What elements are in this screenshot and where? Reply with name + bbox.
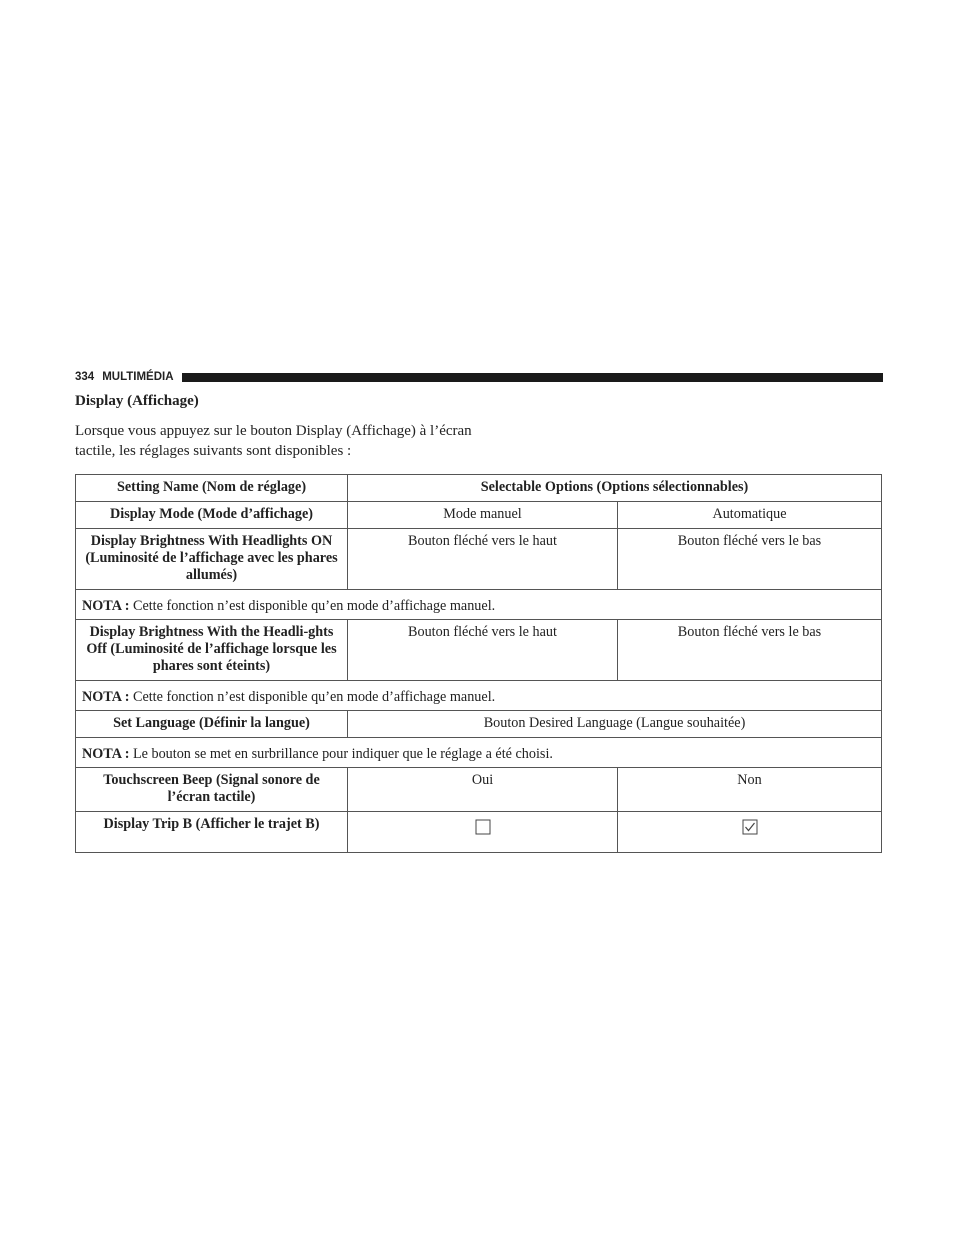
table-row (76, 502, 882, 529)
empty-checkbox-icon (475, 819, 491, 840)
option-cell: Bouton fléché vers le bas (618, 620, 882, 681)
note-cell (76, 590, 882, 620)
note-row (76, 738, 882, 768)
option-cell: Non (618, 768, 882, 812)
section-title: Display (Affichage) (75, 393, 199, 409)
table-row (76, 620, 882, 681)
option-cell: Mode manuel (348, 502, 618, 529)
note-row (76, 681, 882, 711)
table-row (76, 768, 882, 812)
note-label: NOTA : (82, 598, 130, 614)
option-cell: Oui (348, 768, 618, 812)
setting-name: Display Brightness With Headlights ON (Luminosité de l’affichage avec les phares allumés) (76, 529, 348, 590)
option-cell: Bouton fléché vers le haut (348, 620, 618, 681)
option-cell: Automatique (618, 502, 882, 529)
option-cell: Bouton Desired Language (Langue souhaitée) (348, 711, 882, 738)
chapter-title: MULTIMÉDIA (102, 371, 174, 383)
table-row (76, 711, 882, 738)
intro-paragraph: Lorsque vous appuyez sur le bouton Display (Affichage) à l’écran tactile, les réglages suivants sont disponibles : (75, 423, 472, 459)
header-selectable-options: Selectable Options (Options sélectionnables) (348, 475, 882, 502)
note-row (76, 590, 882, 620)
option-cell (348, 812, 618, 853)
header-rule (182, 373, 883, 382)
table-header-row (76, 475, 882, 502)
page-number: 334 (75, 371, 95, 383)
note-text: Cette fonction n’est disponible qu’en mode d’affichage manuel. (132, 598, 496, 614)
setting-name: Display Mode (Mode d’affichage) (76, 502, 348, 529)
note-cell (76, 681, 882, 711)
setting-name: Set Language (Définir la langue) (76, 711, 348, 738)
note-label: NOTA : (82, 689, 130, 705)
table-row (76, 529, 882, 590)
note-label: NOTA : (82, 746, 130, 762)
option-cell: Bouton fléché vers le bas (618, 529, 882, 590)
setting-name: Touchscreen Beep (Signal sonore de l’écran tactile) (76, 768, 348, 812)
note-text: Le bouton se met en surbrillance pour indiquer que le réglage a été choisi. (132, 746, 553, 762)
option-cell: Bouton fléché vers le haut (348, 529, 618, 590)
settings-table (75, 474, 882, 853)
note-text: Cette fonction n’est disponible qu’en mode d’affichage manuel. (132, 689, 496, 705)
note-cell (76, 738, 882, 768)
checked-checkbox-icon (742, 819, 758, 840)
option-cell (618, 812, 882, 853)
setting-name: Display Brightness With the Headli-ghts Off (Luminosité de l’affichage lorsque les phares sont éteints) (76, 620, 348, 681)
setting-name: Display Trip B (Afficher le trajet B) (76, 812, 348, 853)
header-setting-name: Setting Name (Nom de réglage) (76, 475, 348, 502)
page-header (75, 369, 883, 385)
table-row (76, 812, 882, 853)
